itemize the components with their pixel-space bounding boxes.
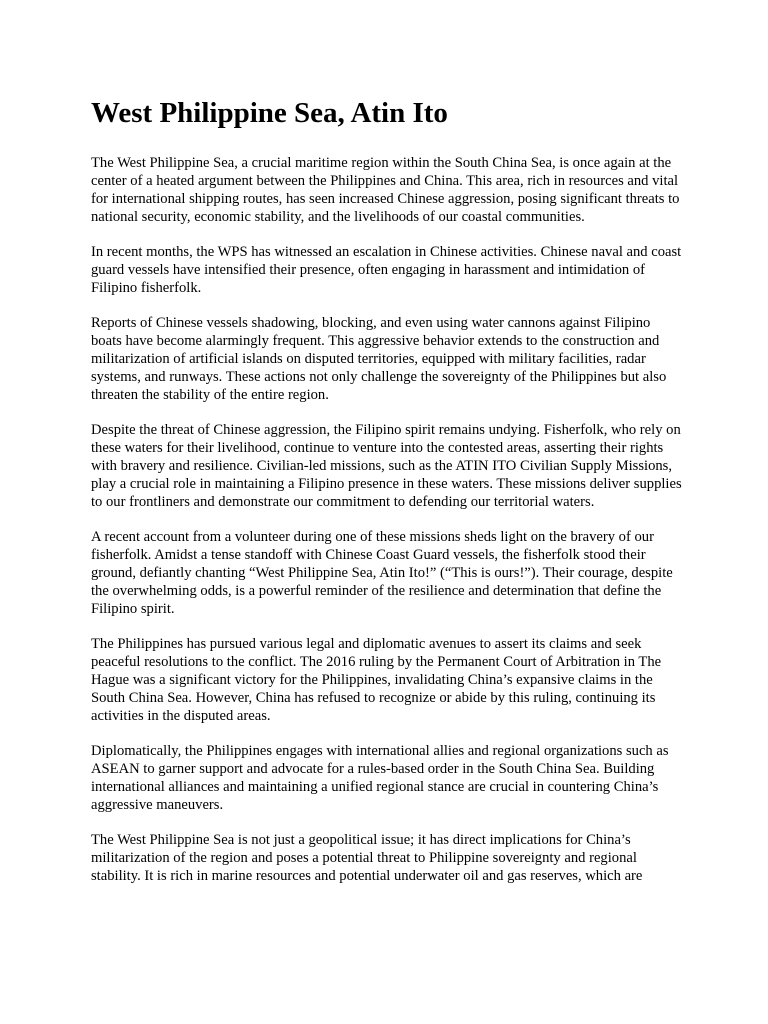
document-title: West Philippine Sea, Atin Ito [91, 97, 448, 129]
document-page [91, 96, 683, 902]
paragraph-3: Reports of Chinese vessels shadowing, blocking, and even using water cannons against Filipino boats have become alarmingly frequent. This aggressive behavior extends to the construction and militarization of artificial islands on disputed territories, equipped with military facilities, radar systems, and runways. These actions not only challenge the sovereignty of the Philippines but also threaten the stability of the entire region. [91, 315, 667, 403]
paragraph-7: Diplomatically, the Philippines engages with international allies and regional organizations such as ASEAN to garner support and advocate for a rules-based order in the South China Sea. Building international alliances and maintaining a unified regional stance are crucial in countering China’s aggressive maneuvers. [91, 743, 669, 813]
paragraph-6: The Philippines has pursued various legal and diplomatic avenues to assert its claims and seek peaceful resolutions to the conflict. The 2016 ruling by the Permanent Court of Arbitration in The Hague was a significant victory for the Philippines, invalidating China’s expansive claims in the South China Sea. However, China has refused to recognize or abide by this ruling, continuing its activities in the disputed areas. [91, 636, 662, 724]
paragraph-2: In recent months, the WPS has witnessed an escalation in Chinese activities. Chinese naval and coast guard vessels have intensified their presence, often engaging in harassment and intimidation of Filipino fisherfolk. [91, 244, 682, 296]
paragraph-1: The West Philippine Sea, a crucial maritime region within the South China Sea, is once again at the center of a heated argument between the Philippines and China. This area, rich in resources and vital for international shipping routes, has seen increased Chinese aggression, posing significant threats to national security, economic stability, and the livelihoods of our coastal communities. [91, 155, 680, 225]
paragraph-8: The West Philippine Sea is not just a geopolitical issue; it has direct implications for China’s militarization of the region and poses a potential threat to Philippine sovereignty and regional stability. It is rich in marine resources and potential underwater oil and gas reserves, which are [91, 832, 643, 884]
paragraph-4: Despite the threat of Chinese aggression, the Filipino spirit remains undying. Fisherfolk, who rely on these waters for their livelihood, continue to venture into the contested areas, asserting their rights with bravery and resilience. Civilian-led missions, such as the ATIN ITO Civilian Supply Missions, play a crucial role in maintaining a Filipino presence in these waters. These missions deliver supplies to our frontliners and demonstrate our commitment to defending our territorial waters. [91, 422, 682, 510]
paragraph-5: A recent account from a volunteer during one of these missions sheds light on the bravery of our fisherfolk. Amidst a tense standoff with Chinese Coast Guard vessels, the fisherfolk stood their ground, defiantly chanting “West Philippine Sea, Atin Ito!” (“This is ours!”). Their courage, despite the overwhelming odds, is a powerful reminder of the resilience and determination that define the Filipino spirit. [91, 529, 673, 617]
